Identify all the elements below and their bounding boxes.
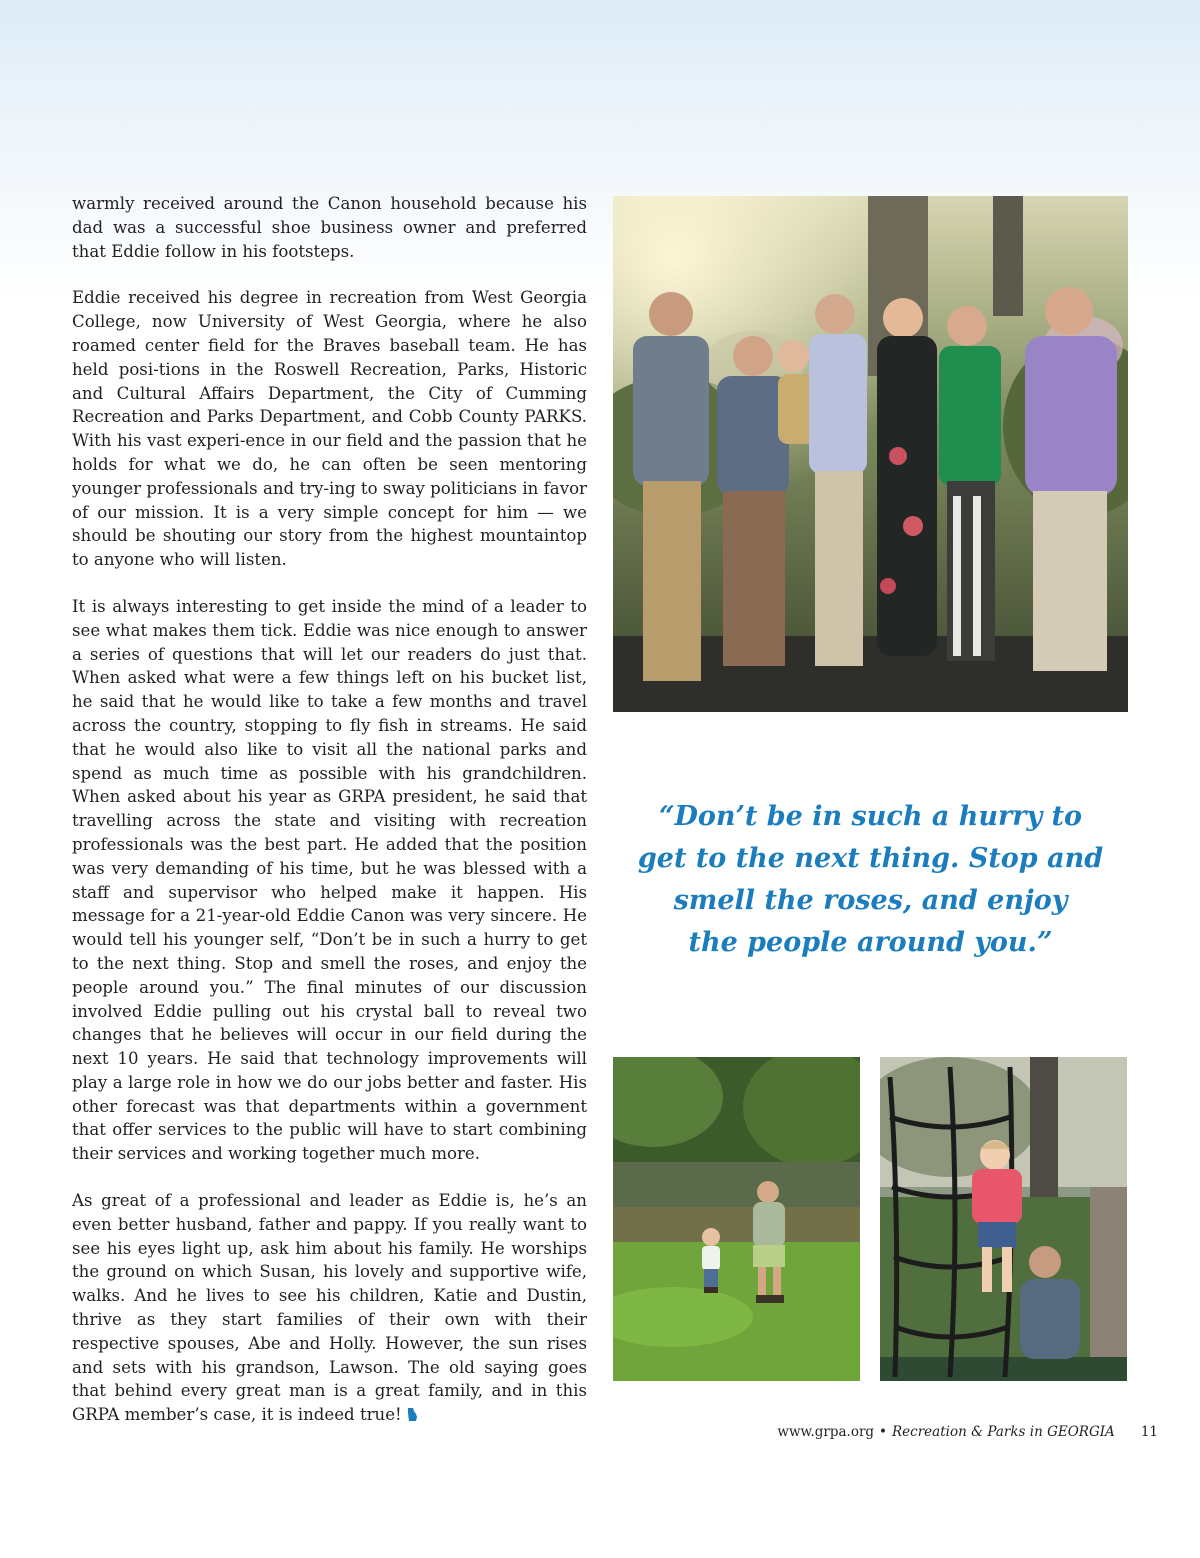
article-column bbox=[72, 192, 587, 1450]
article-paragraph-4-text: As great of a professional and leader as Eddie is, he’s an even better husband, father and pappy. If you really want to see his eyes light up, ask him about his family. He worships the ground on which Susan, his lovely and supportive wife, walks. And he lives to see his children, Katie and Dustin, thrive as they start families of their own with their respective spouses, Abe and Holly. However, the sun rises and sets with his grandson, Lawson. The old saying goes that behind every great man is a great family, and in this GRPA member’s case, it is indeed true! bbox=[72, 1191, 587, 1425]
article-paragraph-3: It is always interesting to get inside the mind of a leader to see what makes them tick. Eddie was nice enough to answer a series of questions that will let our readers do just that. When asked what were a few things left on his bucket list, he said that he would like to take a few months and travel across the country, stopping to fly fish in streams. He said that he would also like to visit all the national parks and spend as much time as possible with his grandchildren. When asked about his year as GRPA president, he said that travelling across the state and visiting with recreation professionals was the best part. He added that the position was very demanding of his time, but he was blessed with a staff and supervisor who helped make it happen. His message for a 21-year-old Eddie Canon was very sincere. He would tell his younger self, “Don’t be in such a hurry to get to the next thing. Stop and smell the roses, and enjoy the people around you.” The final minutes of our discussion involved Eddie pulling out his crystal ball to reveal two changes that he believes will occur in our field during the next 10 years. He said that technology improvements will play a large role in how we do our jobs better and faster. His other forecast was that departments within a government that offer services to the public will have to start combining their services and working together much more. bbox=[72, 596, 587, 1164]
footer-url: www.grpa.org bbox=[777, 1424, 875, 1440]
footer-separator: • bbox=[879, 1424, 888, 1440]
article-paragraph-1: warmly received around the Canon household because his dad was a successful shoe business owner and preferred that Eddie follow in his footsteps. bbox=[72, 194, 587, 261]
pull-quote-line-4: the people around you.” bbox=[688, 927, 1053, 958]
article-paragraph-2: Eddie received his degree in recreation from West Georgia College, now University of West Georgia, where he also roamed center field for the Braves baseball team. He has held posi-tions in the Roswell Recreation, Parks, Historic and Cultural Affairs Department, the City of Cumming Recreation and Parks Department, and Cobb County PARKS. With his vast experi-ence in our field and the passion that he holds for what we do, he can often be seen mentoring younger professionals and try-ing to sway politicians in favor of our mission. It is a very simple concept for him — we should be shouting our story from the highest mountaintop to anyone who will listen. bbox=[72, 288, 587, 570]
pull-quote-line-2: get to the next thing. Stop and bbox=[637, 843, 1104, 874]
pull-quote bbox=[628, 796, 1113, 964]
family-group-photo bbox=[613, 196, 1128, 712]
fishing-by-lake-photo bbox=[613, 1057, 860, 1381]
pull-quote-line-3: smell the roses, and enjoy bbox=[673, 885, 1068, 916]
pull-quote-line-1: “Don’t be in such a hurry to bbox=[658, 801, 1083, 832]
georgia-state-icon bbox=[407, 1408, 417, 1421]
child-climbing-net-photo bbox=[880, 1057, 1127, 1381]
article-paragraph-4 bbox=[72, 1189, 587, 1427]
footer-publication: Recreation & Parks in GEORGIA bbox=[892, 1424, 1115, 1440]
page-number: 11 bbox=[1140, 1424, 1158, 1440]
page-footer bbox=[658, 1424, 1158, 1440]
